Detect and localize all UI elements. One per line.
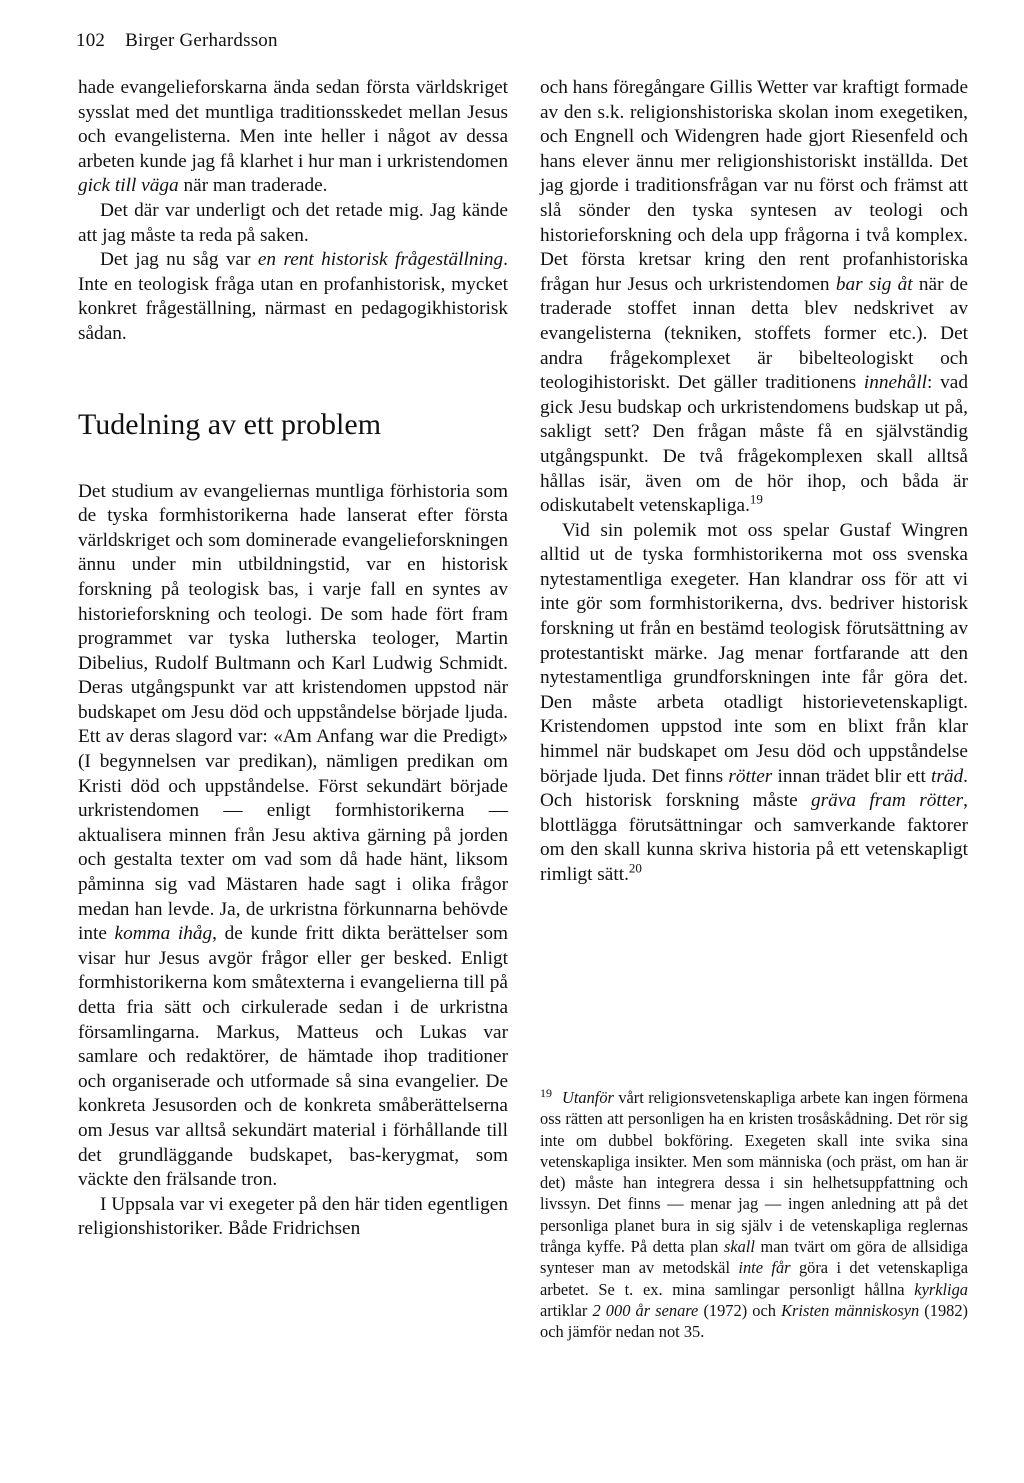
paragraph: I Uppsala var vi exegeter på den här tiden egentligen religionshistoriker. Både Fridrichsen [78, 1193, 508, 1240]
paragraph: Vid sin polemik mot oss spelar Gustaf Wingren alltid ut de tyska formhistorikerna mot oss svenska nytestamentliga exegeter. Han klandrar oss för att vi inte gör som formhistorikerna, dvs. bedriver historisk forskning ut från en bestämd teologisk förutsättning av protestantiskt märke. Jag menar fortfarande att den nytestamentliga grundforskningen inte får göra det. Den måste arbeta otadligt historievetenskapligt. Kristendomen uppstod inte som en blixt från klar himmel när budskapet om Jesu död och uppståndelse började ljuda. Det finns rötter innan trädet blir ett träd. Och historisk forskning måste gräva fram rötter, blottlägga förutsättningar och samverkande faktorer om den skall kunna skriva historia på ett vetenskapligt rimligt sätt.$^{20}$ [540, 519, 968, 885]
footnote-ref[interactable]: 19 [749, 491, 763, 507]
paragraph: Det jag nu såg var en rent historisk frågeställning. Inte en teologisk fråga utan en profanhistorisk, mycket konkret frågeställning, närmast en pedagogikhistorisk sådan. [78, 249, 508, 344]
paragraph: Det studium av evangeliernas muntliga förhistoria som de tyska formhistorikerna hade lanserat efter första världskriget och som dominerade evangelieforskningen ännu under min utbildningstid, var en historisk forskning på teologisk bas, i varje fall en syntes av historieforskning och teologi. De som hade fört fram programmet var tyska lutherska teologer, Martin Dibelius, Rudolf Bultmann och Karl Ludwig Schmidt. Deras utgångspunkt var att kristendomen uppstod när budskapet om Jesu död och uppståndelse började ljuda. Ett av deras slagord var: «Am Anfang war die Predigt» (I begynnelsen var predikan), nämligen predikan om Kristi död och uppståndelse. Först sekundärt började urkristendomen — enligt formhistorikerna — aktualisera minnen från Jesu aktiva gärning på jorden och gestalta texter om vad som då hade hänt, liksom påminna sig vad Mästaren hade sagt i olika frågor medan han levde. Ja, de urkristna förkunnarna behövde inte komma ihåg, de kunde fritt dikta berättelser som visar hur Jesus avgör frågor eller ger besked. Enligt formhistorikerna kom småtexterna i evangelierna till på detta fria sätt och cirkulerade sedan i de urkristna församlingarna. Markus, Matteus och Lukas var samlare och redaktörer, de hämtade ihop traditioner och organiserade och utformade så sina evangelier. De konkreta Jesusorden och de konkreta småberättelserna om Jesus var alltså sekundärt material i förhållande till det grundläggande budskapet, bas-kerygmat, som väckte den frälsande tron. [78, 480, 508, 1191]
footnote-ref[interactable]: 20 [628, 860, 642, 876]
page-number: 102 [76, 30, 106, 51]
paragraph: och hans föregångare Gillis Wetter var kraftigt formade av den s.k. religionshistoriska skolan inom exegetiken, och Engnell och Widengren hade gjort Riesenfeld och hans elever ännu mer religionshistoriskt inställda. Det jag gjorde i traditionsfrågan var nu först och främst att slå sönder den tyska syntesen av teologi och historieforskning och dela upp frågorna i två komplex. Det första kretsar kring den rent profanhistoriska frågan hur Jesus och urkristendomen bar sig åt när de traderade stoffet innan detta blev nedskrivet av evangelisterna (tekniken, stoffets former etc.). Det andra frågekomplexet är bibelteologiskt och teologihistoriskt. Det gäller traditionens innehåll: vad gick Jesu budskap och urkristendomens budskap ut på, sakligt sett? Den frågan måste få en självständig utgångspunkt. De två frågekomplexen skall alltså hållas isär, även om de hör ihop, och båda är odiskutabelt vetenskapliga.$^{19}$ [540, 77, 968, 517]
author-name: Birger Gerhardsson [125, 30, 278, 51]
footnote: $^{19}$ Utanför vårt religionsvetenskapliga arbete kan ingen förmena oss rätten att personligen ha en kristen trosåskådning. Det rör sig inte om dubbel bokföring. Exegeten skall inte svika sina vetenskapliga insikter. Men som människa (och präst, om han är det) måste han integrera dessa i sin helhetsuppfattning och livssyn. Det finns — menar jag — ingen anledning att på det personliga planet bura in sig själv i de vetenskapliga reglernas trånga kyffe. På detta plan skall man tvärt om göra de allsidiga synteser man av metodskäl inte får göra i det vetenskapliga arbetet. Se t. ex. mina samlingar personligt hållna kyrkliga artiklar 2 000 år senare (1972) och Kristen människosyn (1982) och jämför nedan not 35. [540, 1085, 969, 1342]
section-heading: Tudelning av ett problem [78, 407, 382, 441]
paragraph: Det där var underligt och det retade mig. Jag kände att jag måste ta reda på saken. [78, 199, 508, 246]
left-column [78, 76, 508, 1242]
paragraph: hade evangelieforskarna ända sedan första världskriget sysslat med det muntliga traditionsskedet mellan Jesus och evangelisterna. Men inte heller i något av dessa arbeten kunde jag få klarhet i hur man i urkristendomen gick till väga när man traderade. [78, 77, 508, 197]
right-column [540, 76, 968, 888]
running-header [76, 30, 278, 52]
footnote-number: 19 [540, 1085, 552, 1100]
footnotes [540, 1087, 968, 1343]
